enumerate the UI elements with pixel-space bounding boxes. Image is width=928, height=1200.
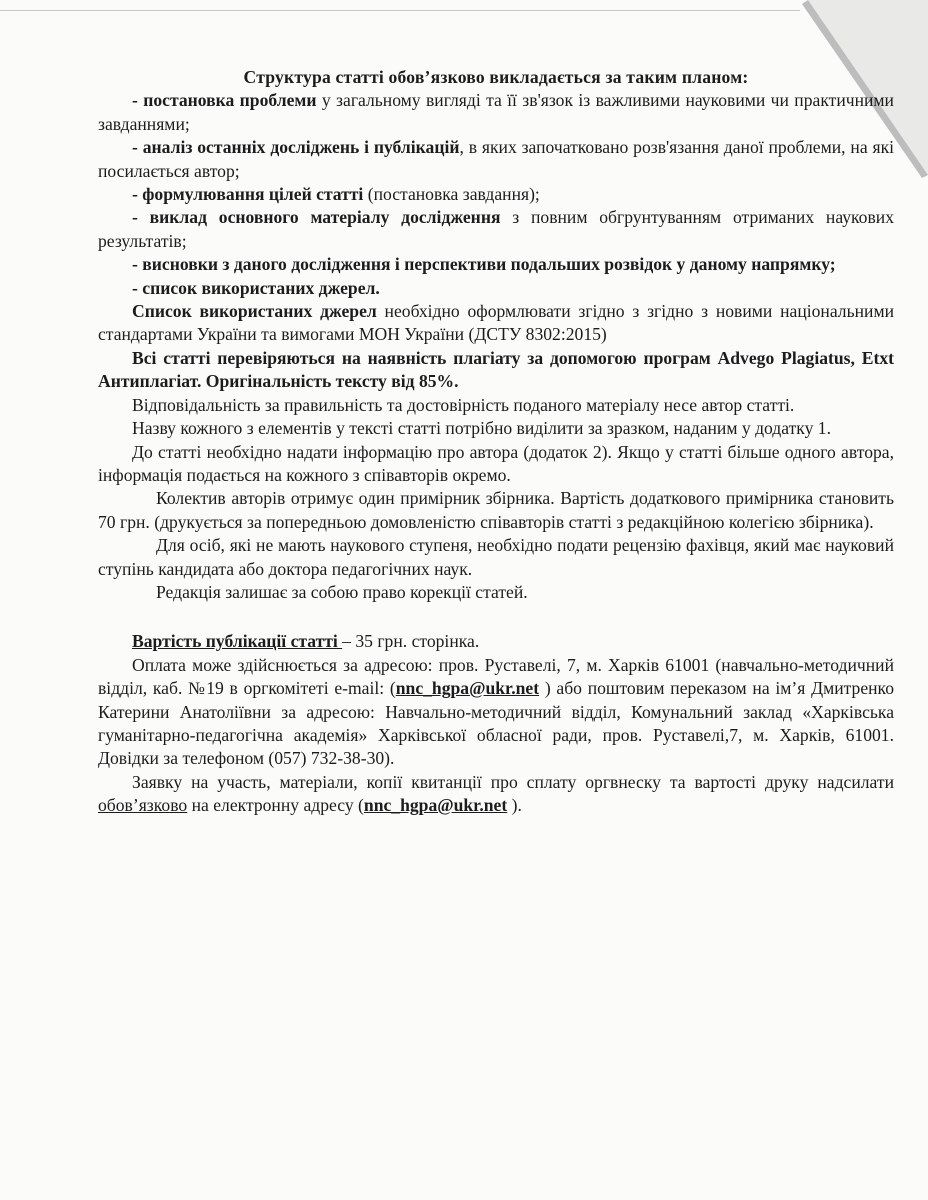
scan-top-edge bbox=[0, 10, 800, 11]
payment-paragraph: Оплата може здійснюється за адресою: пров. Руставелі, 7, м. Харків 61001 (навчально-методичний відділ, каб. №19 в оргкомітеті e-mail: (nnc_hgpa@ukr.net ) або поштовим переказом на ім’я Дмитренко Катерини Анатоліївни за адресою: Навчально-методичний відділ, Комунальний заклад «Харківська гуманітарно-педагогічна академія» Харківської обласної ради, пров. Руставелі,7, м. Харків, 61001. Довідки за телефоном (057) 732-38-30). bbox=[98, 654, 894, 769]
sources-paragraph: Список використаних джерел необхідно оформлювати згідно з згідно з новими національними стандартами України та вимогами МОН України (ДСТУ 8302:2015) bbox=[98, 301, 894, 345]
plan-item-goals: - формулювання цілей статті (постановка завдання); bbox=[132, 184, 540, 205]
review-paragraph: Для осіб, які не мають наукового ступеня, необхідно подати рецензію фахівця, який має науковий ступінь кандидата або доктора педагогічних наук. bbox=[98, 535, 894, 579]
editorial-paragraph: Редакція залишає за собою право корекції статей. bbox=[156, 581, 528, 602]
plagiarism-paragraph: Всі статті перевіряються на наявність плагіату за допомогою програм Advego Plagiatus, Etxt Антиплагіат. Оригінальність тексту від 85%. bbox=[98, 347, 894, 392]
application-paragraph: Заявку на участь, матеріали, копії квитанції про сплату оргвнеску та вартості друку надсилати обов’язково на електронну адресу (nnc_hgpa@ukr.net ). bbox=[98, 771, 894, 816]
author-info-paragraph: До статті необхідно надати інформацію про автора (додаток 2). Якщо у статті більше одного автора, інформація подається на кожного з співавторів окремо. bbox=[98, 441, 894, 485]
section-gap bbox=[98, 604, 894, 630]
document-page bbox=[98, 66, 894, 818]
naming-paragraph: Назву кожного з елементів у тексті статті потрібно виділити за зразком, наданим у додатку 1. bbox=[132, 418, 831, 439]
cost-paragraph: Вартість публікації статті – 35 грн. сторінка. bbox=[132, 631, 480, 652]
responsibility-paragraph: Відповідальність за правильність та достовірність поданого матеріалу несе автор статті. bbox=[132, 394, 795, 415]
plan-item-problem: - постановка проблеми у загальному вигляді та її зв'язок із важливими науковими чи практичними завданнями; bbox=[98, 90, 894, 134]
application-email-link[interactable]: nnc_hgpa@ukr.net bbox=[363, 795, 508, 816]
plan-item-analysis: - аналіз останніх досліджень і публікацій, в яких започатковано розв'язання даної проблеми, на які посилається автор; bbox=[98, 137, 895, 181]
collective-paragraph: Колектив авторів отримує один примірник збірника. Вартість додаткового примірника становить 70 грн. (друкується за попередньою домовленістю співавторів статті з редакційною колегією збірника). bbox=[98, 488, 894, 532]
payment-email-link[interactable]: nnc_hgpa@ukr.net bbox=[395, 678, 540, 699]
plan-item-sources: - список використаних джерел. bbox=[132, 277, 380, 298]
plan-item-conclusions: - висновки з даного дослідження і перспективи подальших розвідок у даному напрямку; bbox=[132, 254, 836, 275]
plan-item-main-material: - виклад основного матеріалу дослідження з повним обгрунтуванням отриманих наукових результатів; bbox=[98, 207, 894, 251]
plan-heading: Структура статті обов’язково викладається за таким планом: bbox=[243, 67, 749, 87]
